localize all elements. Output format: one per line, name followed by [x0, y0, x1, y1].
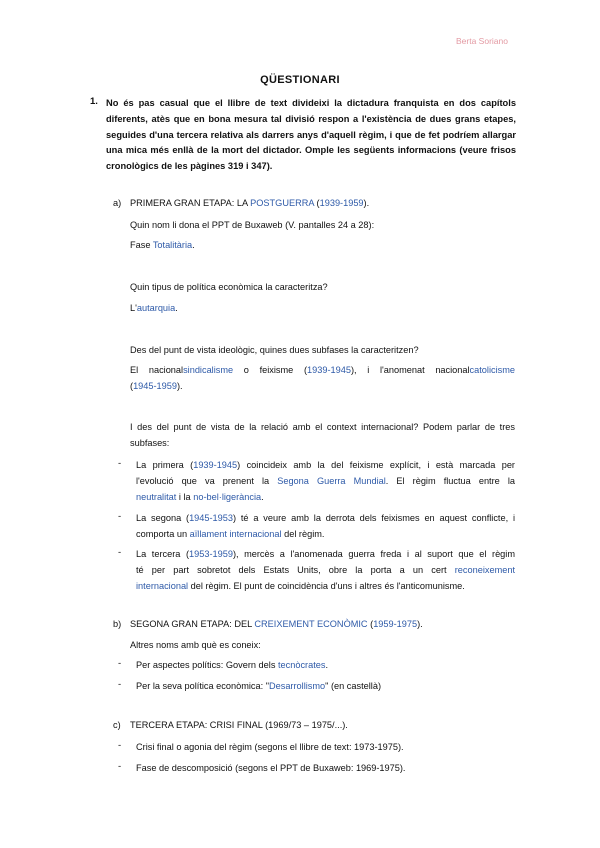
prompt-ideology: Des del punt de vista ideològic, quines dues subfases la caracteritzen?: [130, 345, 419, 355]
bullet-text: .: [261, 492, 264, 502]
heading-text: ).: [363, 198, 370, 208]
section-c-letter: c): [113, 720, 121, 730]
highlight: no-bel·ligerància: [193, 492, 262, 502]
highlight: Desarrollismo: [268, 681, 326, 691]
bullet-text: Per aspectes polítics: Govern dels: [136, 660, 278, 670]
heading-text: (: [313, 198, 320, 208]
highlight: catolicisme: [469, 365, 515, 375]
answer-text: (: [130, 381, 134, 391]
answer-text: L': [130, 303, 137, 313]
prompt-international: I des del punt de vista de la relació amb el context internacional? Podem parlar de tres subfases:: [130, 422, 515, 448]
bullet-line: [136, 579, 465, 595]
bullet-dash: -: [118, 511, 122, 522]
heading-text: SEGONA GRAN ETAPA: DEL: [130, 619, 255, 629]
highlight: 1945-1959: [133, 381, 177, 391]
section-a-letter: a): [113, 198, 122, 208]
bullet-text: del règim.: [281, 529, 325, 539]
answer-ideology-line2: [130, 379, 183, 395]
highlight: tecnòcrates: [277, 660, 326, 670]
bullet-text: La tercera (: [136, 549, 189, 559]
highlight: neutralitat: [136, 492, 177, 502]
answer-text: o feixisme (: [233, 365, 308, 375]
answer-text: Fase: [130, 240, 153, 250]
bullet-text: i la: [176, 492, 194, 502]
bullet-text: La segona (: [136, 513, 190, 523]
bullet-text: Per la seva política econòmica: ": [136, 681, 269, 691]
highlight: 1939-1959: [319, 198, 364, 208]
heading-text: ).: [417, 619, 423, 629]
section-b-heading: [130, 617, 423, 633]
highlight: reconeixement: [454, 565, 515, 575]
answer-text: .: [175, 303, 178, 313]
highlight: 1945-1953: [189, 513, 233, 523]
bullet-line: Fase de descomposició (segons el PPT de Buxaweb: 1969-1975).: [136, 763, 406, 773]
bullet-text: comporta un: [136, 529, 190, 539]
section-b-letter: b): [113, 619, 122, 629]
highlight: Segona Guerra Mundial: [277, 476, 386, 486]
bullet-dash: -: [118, 740, 122, 751]
section-b-intro: Altres noms amb què es coneix:: [130, 640, 261, 650]
highlight: sindicalisme: [183, 365, 234, 375]
bullet-line: [136, 658, 328, 674]
bullet-dash: -: [118, 547, 122, 558]
answer-text: .: [192, 240, 195, 250]
highlight: autarquia: [136, 303, 176, 313]
section-a-heading: [130, 196, 369, 212]
answer-text: El nacional: [130, 365, 184, 375]
bullet-line: [136, 474, 515, 490]
bullet-text: del règim. El punt de coincidència d'uns i altres és l'anticomunisme.: [188, 581, 465, 591]
bullet-text: ) coincideix amb la del feixisme explícit, i està marcada per: [237, 460, 515, 470]
bullet-dash: -: [118, 658, 122, 669]
bullet-dash: -: [118, 458, 122, 469]
bullet-text: l'evolució que va prenent la: [136, 476, 278, 486]
bullet-dash: -: [118, 679, 122, 690]
bullet-line: [136, 490, 264, 506]
bullet-line: [136, 547, 515, 563]
bullet-text: . El règim fluctua entre la: [385, 476, 515, 486]
bullet-text: té per part sobretot dels Estats Units, obre la porta a un cert: [136, 565, 455, 575]
section-c-heading: TERCERA ETAPA: CRISI FINAL (1969/73 – 1975/...).: [130, 720, 348, 730]
question-text: No és pas casual que el llibre de text divideixi la dictadura franquista en dos capítols diferents, atès que en bona mesura tal divisió respon a l'existència de dues grans etapes, seguides d'una tercera relativa als darrers anys d'aquell règim, i que de fet podríem allargar una mica més enllà de la mort del dictador. Omple les següents informacions (veure frisos cronològics de les pàgines 319 i 347).: [106, 98, 516, 172]
answer-economy: [130, 301, 178, 317]
author-name: Berta Soriano: [456, 36, 508, 46]
answer-text: ).: [177, 381, 183, 391]
highlight: CREIXEMENT ECONÒMIC: [254, 619, 368, 629]
highlight: 1939-1945: [307, 365, 351, 375]
answer-ideology-line1: [130, 363, 515, 379]
heading-text: (: [367, 619, 374, 629]
highlight: 1953-1959: [189, 549, 233, 559]
bullet-line: [136, 511, 515, 527]
bullet-dash: -: [118, 761, 122, 772]
bullet-line: [136, 527, 324, 543]
answer-text: ), i l'anomenat nacional: [350, 365, 470, 375]
highlight: 1959-1975: [373, 619, 418, 629]
bullet-line: [136, 563, 515, 579]
highlight: Totalitària: [152, 240, 193, 250]
bullet-text: " (en castellà): [325, 681, 382, 691]
page-title: QÜESTIONARI: [260, 74, 340, 86]
bullet-line: [136, 458, 515, 474]
answer-name: [130, 238, 195, 254]
bullet-line: Crisi final o agonia del règim (segons el llibre de text: 1973-1975).: [136, 742, 404, 752]
question-number: 1.: [90, 96, 98, 107]
bullet-text: La primera (: [136, 460, 194, 470]
highlight: internacional: [136, 581, 189, 591]
bullet-text: ) té a veure amb la derrota dels feixismes en aquest conflicte, i: [233, 513, 515, 523]
prompt-name: Quin nom li dona el PPT de Buxaweb (V. pantalles 24 a 28):: [130, 220, 375, 230]
bullet-text: .: [325, 660, 329, 670]
prompt-economy: Quin tipus de política econòmica la caracteritza?: [130, 282, 328, 292]
bullet-text: ), mercès a l'anomenada guerra freda i al suport que el règim: [232, 549, 515, 559]
highlight: aïllament internacional: [189, 529, 282, 539]
heading-text: PRIMERA GRAN ETAPA: LA: [130, 198, 251, 208]
highlight: 1939-1945: [193, 460, 238, 470]
bullet-line: [136, 679, 381, 695]
highlight: POSTGUERRA: [250, 198, 314, 208]
